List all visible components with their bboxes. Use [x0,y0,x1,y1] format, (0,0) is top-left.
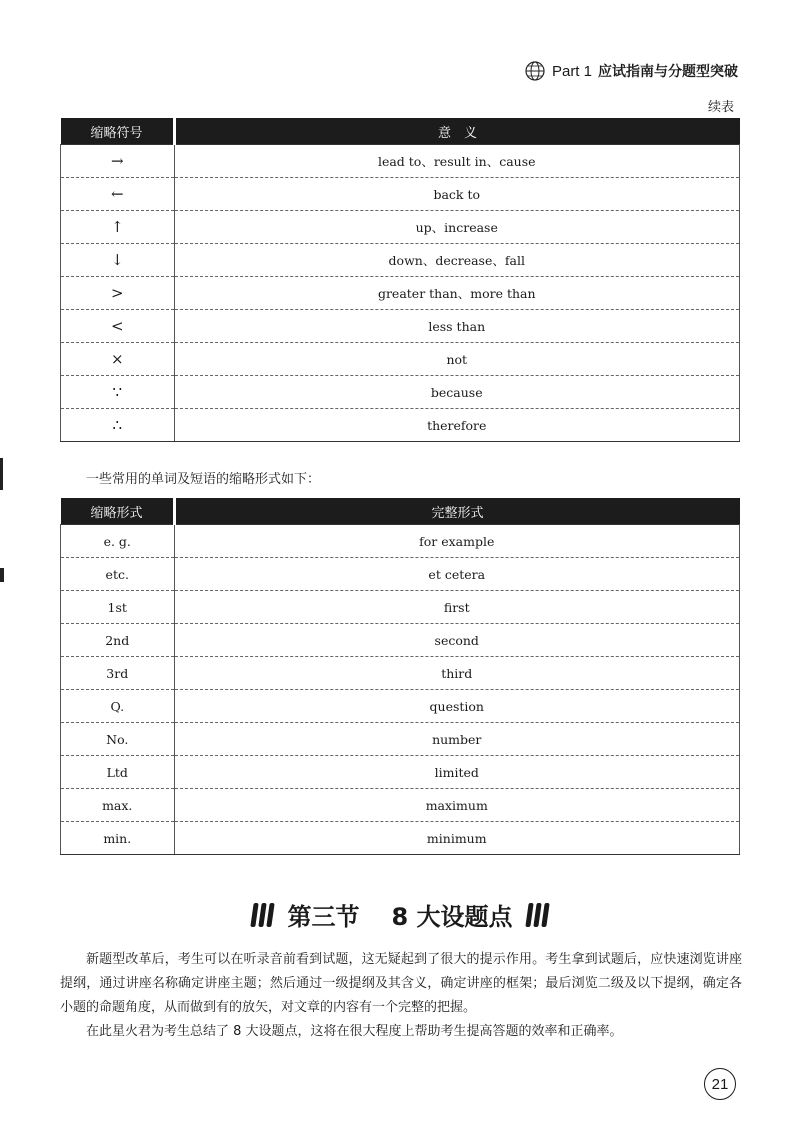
symbol-table [60,118,740,442]
full-form-cell: question [174,690,740,723]
table-row [61,145,740,178]
full-form-cell: et cetera [174,558,740,591]
short-form-cell: max. [61,789,175,822]
right-bars-ornament [527,903,548,927]
column-header-meaning: 意 义 [174,118,740,145]
section-heading [0,897,800,932]
table-row [61,723,740,756]
table-row [61,343,740,376]
short-form-cell: 1st [61,591,175,624]
meaning-cell: greater than、more than [174,277,740,310]
body-paragraph: 新题型改革后，考生可以在听录音前看到试题，这无疑起到了很大的提示作用。考生拿到试题后，应快速浏览讲座提纲，通过讲座名称确定讲座主题；然后通过一级提纲及其含义，确定讲座的框架；最后浏览二级及以下提纲，确定各小题的命题角度，从而做到有的放矢，对文章的内容有一个完整的把握。 [60,952,742,1015]
table-row [61,211,740,244]
full-form-cell: minimum [174,822,740,855]
symbol-cell: ∴ [61,409,175,442]
short-form-cell: e. g. [61,525,175,558]
globe-icon [524,60,546,82]
short-form-cell: Ltd [61,756,175,789]
symbol-cell: ↓ [61,244,175,277]
meaning-cell: not [174,343,740,376]
table-row [61,178,740,211]
abbreviation-table [60,498,740,855]
scan-edge-mark [0,568,4,582]
section-title: 8 大设题点 [391,903,513,931]
scan-edge-mark [0,458,3,490]
table-row [61,525,740,558]
meaning-cell: down、decrease、fall [174,244,740,277]
column-header-full: 完整形式 [174,498,740,525]
full-form-cell: first [174,591,740,624]
left-bars-ornament [252,903,273,927]
meaning-cell: because [174,376,740,409]
short-form-cell: 3rd [61,657,175,690]
meaning-cell: up、increase [174,211,740,244]
symbol-cell: > [61,277,175,310]
table-row [61,591,740,624]
table-row [61,558,740,591]
part-label: Part 1 [551,62,592,80]
short-form-cell: 2nd [61,624,175,657]
header-title: 应试指南与分题型突破 [598,64,738,80]
short-form-cell: No. [61,723,175,756]
table-row [61,690,740,723]
full-form-cell: number [174,723,740,756]
column-header-short: 缩略形式 [61,498,175,525]
table-row [61,822,740,855]
symbol-cell: → [61,145,175,178]
running-header [524,60,738,82]
table-row [61,409,740,442]
meaning-cell: less than [174,310,740,343]
table-row [61,244,740,277]
full-form-cell: third [174,657,740,690]
table-row [61,376,740,409]
full-form-cell: maximum [174,789,740,822]
meaning-cell: therefore [174,409,740,442]
table-row [61,624,740,657]
section-label: 第三节 [287,903,360,931]
table-row [61,277,740,310]
short-form-cell: Q. [61,690,175,723]
short-form-cell: min. [61,822,175,855]
full-form-cell: for example [174,525,740,558]
continued-label: 续表 [707,100,734,115]
meaning-cell: lead to、result in、cause [174,145,740,178]
full-form-cell: limited [174,756,740,789]
page-number: 21 [704,1068,736,1100]
table-row [61,789,740,822]
table-row [61,310,740,343]
intro-text: 一些常用的单词及短语的缩略形式如下： [86,472,321,487]
symbol-cell: < [61,310,175,343]
table-row [61,657,740,690]
body-paragraph: 在此星火君为考生总结了 8 大设题点，这将在很大程度上帮助考生提高答题的效率和正确率。 [86,1024,623,1039]
symbol-cell: ← [61,178,175,211]
symbol-cell: ↑ [61,211,175,244]
table-row [61,756,740,789]
symbol-cell: ∵ [61,376,175,409]
meaning-cell: back to [174,178,740,211]
symbol-cell: × [61,343,175,376]
column-header-symbol: 缩略符号 [61,118,175,145]
short-form-cell: etc. [61,558,175,591]
full-form-cell: second [174,624,740,657]
